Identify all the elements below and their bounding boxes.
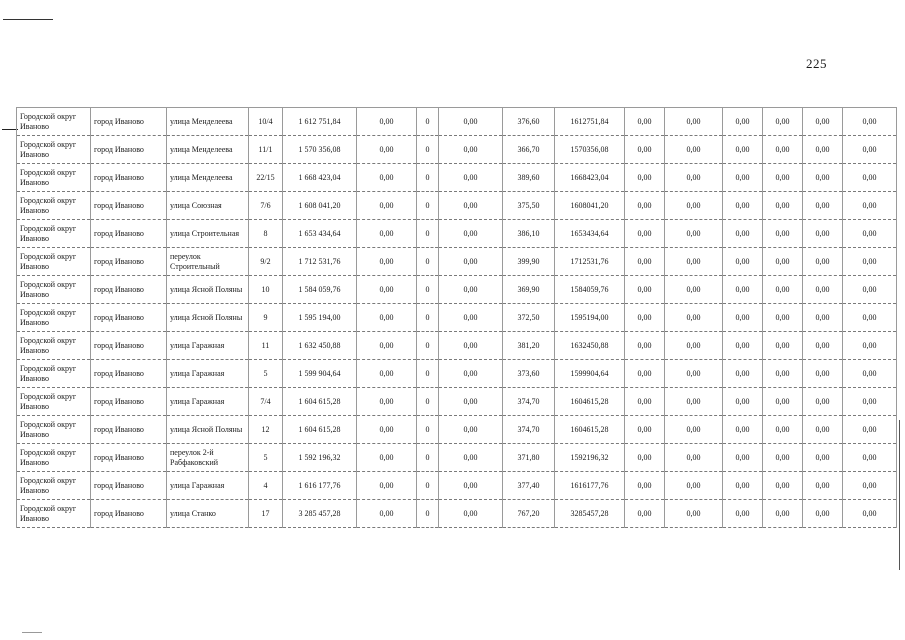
- area-cell: 373,60: [503, 360, 555, 388]
- area-cell: 399,90: [503, 248, 555, 276]
- value-cell: 0,00: [803, 304, 843, 332]
- value-cell: 0,00: [439, 360, 503, 388]
- district-cell: Городской округ Иваново: [17, 220, 91, 248]
- district-cell: Городской округ Иваново: [17, 332, 91, 360]
- value-cell: 0,00: [763, 500, 803, 528]
- value-cell: 0,00: [763, 276, 803, 304]
- value-cell: 0,00: [357, 192, 417, 220]
- street-cell: улица Ясной Поляны: [167, 304, 249, 332]
- street-cell: переулок Строительный: [167, 248, 249, 276]
- value-cell: 0,00: [439, 472, 503, 500]
- value-cell: 0,00: [723, 472, 763, 500]
- street-cell: улица Гаражная: [167, 360, 249, 388]
- city-cell: город Иваново: [91, 108, 167, 136]
- value-cell: 0,00: [357, 332, 417, 360]
- house-number-cell: 17: [249, 500, 283, 528]
- value-cell: 0,00: [665, 388, 723, 416]
- value-cell: 0,00: [843, 192, 897, 220]
- sum-cell: 1604615,28: [555, 388, 625, 416]
- total-cost-cell: 1 632 450,88: [283, 332, 357, 360]
- count-cell: 0: [417, 332, 439, 360]
- value-cell: 0,00: [723, 248, 763, 276]
- value-cell: 0,00: [357, 164, 417, 192]
- value-cell: 0,00: [357, 248, 417, 276]
- value-cell: 0,00: [723, 276, 763, 304]
- value-cell: 0,00: [803, 276, 843, 304]
- street-cell: улица Менделеева: [167, 136, 249, 164]
- street-cell: улица Строительная: [167, 220, 249, 248]
- scan-corner-mark: [3, 19, 53, 20]
- value-cell: 0,00: [665, 360, 723, 388]
- value-cell: 0,00: [723, 220, 763, 248]
- value-cell: 0,00: [843, 220, 897, 248]
- value-cell: 0,00: [763, 304, 803, 332]
- sum-cell: 1570356,08: [555, 136, 625, 164]
- value-cell: 0,00: [763, 248, 803, 276]
- sum-cell: 1595194,00: [555, 304, 625, 332]
- district-cell: Городской округ Иваново: [17, 192, 91, 220]
- value-cell: 0,00: [843, 164, 897, 192]
- total-cost-cell: 1 584 059,76: [283, 276, 357, 304]
- house-number-cell: 10/4: [249, 108, 283, 136]
- table-row: [17, 332, 897, 360]
- value-cell: 0,00: [803, 360, 843, 388]
- value-cell: 0,00: [625, 108, 665, 136]
- value-cell: 0,00: [803, 164, 843, 192]
- total-cost-cell: 1 712 531,76: [283, 248, 357, 276]
- city-cell: город Иваново: [91, 220, 167, 248]
- value-cell: 0,00: [439, 388, 503, 416]
- value-cell: 0,00: [763, 220, 803, 248]
- value-cell: 0,00: [439, 444, 503, 472]
- value-cell: 0,00: [357, 444, 417, 472]
- district-cell: Городской округ Иваново: [17, 136, 91, 164]
- value-cell: 0,00: [803, 416, 843, 444]
- value-cell: 0,00: [843, 416, 897, 444]
- count-cell: 0: [417, 164, 439, 192]
- count-cell: 0: [417, 248, 439, 276]
- value-cell: 0,00: [357, 500, 417, 528]
- value-cell: 0,00: [665, 248, 723, 276]
- value-cell: 0,00: [763, 108, 803, 136]
- value-cell: 0,00: [723, 360, 763, 388]
- value-cell: 0,00: [843, 108, 897, 136]
- value-cell: 0,00: [763, 472, 803, 500]
- value-cell: 0,00: [803, 444, 843, 472]
- sum-cell: 3285457,28: [555, 500, 625, 528]
- sum-cell: 1592196,32: [555, 444, 625, 472]
- total-cost-cell: 1 595 194,00: [283, 304, 357, 332]
- total-cost-cell: 1 616 177,76: [283, 472, 357, 500]
- total-cost-cell: 1 570 356,08: [283, 136, 357, 164]
- value-cell: 0,00: [723, 136, 763, 164]
- district-cell: Городской округ Иваново: [17, 108, 91, 136]
- value-cell: 0,00: [357, 304, 417, 332]
- district-cell: Городской округ Иваново: [17, 360, 91, 388]
- sum-cell: 1604615,28: [555, 416, 625, 444]
- house-number-cell: 12: [249, 416, 283, 444]
- value-cell: 0,00: [723, 108, 763, 136]
- count-cell: 0: [417, 304, 439, 332]
- city-cell: город Иваново: [91, 472, 167, 500]
- value-cell: 0,00: [763, 136, 803, 164]
- city-cell: город Иваново: [91, 444, 167, 472]
- value-cell: 0,00: [625, 500, 665, 528]
- count-cell: 0: [417, 192, 439, 220]
- city-cell: город Иваново: [91, 192, 167, 220]
- table-row: [17, 472, 897, 500]
- area-cell: 375,50: [503, 192, 555, 220]
- value-cell: 0,00: [763, 388, 803, 416]
- scan-bottom-mark: [22, 632, 42, 633]
- count-cell: 0: [417, 416, 439, 444]
- table-row: [17, 360, 897, 388]
- value-cell: 0,00: [439, 220, 503, 248]
- house-number-cell: 5: [249, 444, 283, 472]
- value-cell: 0,00: [843, 500, 897, 528]
- value-cell: 0,00: [439, 164, 503, 192]
- total-cost-cell: 1 612 751,84: [283, 108, 357, 136]
- value-cell: 0,00: [439, 332, 503, 360]
- house-number-cell: 8: [249, 220, 283, 248]
- city-cell: город Иваново: [91, 332, 167, 360]
- area-cell: 372,50: [503, 304, 555, 332]
- value-cell: 0,00: [439, 248, 503, 276]
- value-cell: 0,00: [625, 332, 665, 360]
- value-cell: 0,00: [439, 276, 503, 304]
- value-cell: 0,00: [843, 248, 897, 276]
- house-number-cell: 9/2: [249, 248, 283, 276]
- house-number-cell: 11/1: [249, 136, 283, 164]
- value-cell: 0,00: [763, 164, 803, 192]
- table-row: [17, 136, 897, 164]
- value-cell: 0,00: [357, 472, 417, 500]
- value-cell: 0,00: [665, 332, 723, 360]
- value-cell: 0,00: [843, 388, 897, 416]
- house-number-cell: 11: [249, 332, 283, 360]
- district-cell: Городской округ Иваново: [17, 276, 91, 304]
- value-cell: 0,00: [357, 108, 417, 136]
- value-cell: 0,00: [625, 136, 665, 164]
- value-cell: 0,00: [803, 136, 843, 164]
- value-cell: 0,00: [625, 388, 665, 416]
- street-cell: улица Станко: [167, 500, 249, 528]
- value-cell: 0,00: [723, 416, 763, 444]
- value-cell: 0,00: [723, 388, 763, 416]
- value-cell: 0,00: [763, 332, 803, 360]
- district-cell: Городской округ Иваново: [17, 164, 91, 192]
- city-cell: город Иваново: [91, 416, 167, 444]
- value-cell: 0,00: [665, 304, 723, 332]
- value-cell: 0,00: [763, 192, 803, 220]
- table-row: [17, 164, 897, 192]
- value-cell: 0,00: [625, 276, 665, 304]
- value-cell: 0,00: [723, 444, 763, 472]
- area-cell: 386,10: [503, 220, 555, 248]
- value-cell: 0,00: [439, 304, 503, 332]
- value-cell: 0,00: [803, 472, 843, 500]
- value-cell: 0,00: [665, 136, 723, 164]
- district-cell: Городской округ Иваново: [17, 248, 91, 276]
- value-cell: 0,00: [357, 416, 417, 444]
- value-cell: 0,00: [665, 276, 723, 304]
- value-cell: 0,00: [625, 444, 665, 472]
- total-cost-cell: 1 604 615,28: [283, 416, 357, 444]
- table-row: [17, 192, 897, 220]
- city-cell: город Иваново: [91, 276, 167, 304]
- value-cell: 0,00: [763, 444, 803, 472]
- sum-cell: 1668423,04: [555, 164, 625, 192]
- street-cell: улица Гаражная: [167, 332, 249, 360]
- district-cell: Городской округ Иваново: [17, 304, 91, 332]
- total-cost-cell: 1 608 041,20: [283, 192, 357, 220]
- area-cell: 767,20: [503, 500, 555, 528]
- page-number: 225: [806, 56, 827, 71]
- house-number-cell: 5: [249, 360, 283, 388]
- value-cell: 0,00: [843, 444, 897, 472]
- area-cell: 376,60: [503, 108, 555, 136]
- street-cell: улица Менделеева: [167, 164, 249, 192]
- city-cell: город Иваново: [91, 248, 167, 276]
- table-row: [17, 304, 897, 332]
- value-cell: 0,00: [843, 360, 897, 388]
- total-cost-cell: 1 668 423,04: [283, 164, 357, 192]
- table-row: [17, 444, 897, 472]
- street-cell: улица Гаражная: [167, 388, 249, 416]
- house-number-cell: 9: [249, 304, 283, 332]
- value-cell: 0,00: [625, 472, 665, 500]
- value-cell: 0,00: [625, 360, 665, 388]
- table-row: [17, 220, 897, 248]
- total-cost-cell: 1 599 904,64: [283, 360, 357, 388]
- street-cell: переулок 2-й Рабфаковский: [167, 444, 249, 472]
- total-cost-cell: 1 592 196,32: [283, 444, 357, 472]
- table-row: [17, 500, 897, 528]
- area-cell: 374,70: [503, 388, 555, 416]
- table-row: [17, 108, 897, 136]
- sum-cell: 1712531,76: [555, 248, 625, 276]
- value-cell: 0,00: [803, 248, 843, 276]
- street-cell: улица Менделеева: [167, 108, 249, 136]
- value-cell: 0,00: [665, 192, 723, 220]
- sum-cell: 1616177,76: [555, 472, 625, 500]
- house-number-cell: 7/4: [249, 388, 283, 416]
- total-cost-cell: 3 285 457,28: [283, 500, 357, 528]
- street-cell: улица Ясной Поляны: [167, 276, 249, 304]
- district-cell: Городской округ Иваново: [17, 444, 91, 472]
- value-cell: 0,00: [803, 388, 843, 416]
- area-cell: 377,40: [503, 472, 555, 500]
- house-number-cell: 10: [249, 276, 283, 304]
- value-cell: 0,00: [803, 500, 843, 528]
- value-cell: 0,00: [625, 192, 665, 220]
- value-cell: 0,00: [665, 164, 723, 192]
- street-cell: улица Союзная: [167, 192, 249, 220]
- sum-cell: 1608041,20: [555, 192, 625, 220]
- area-cell: 374,70: [503, 416, 555, 444]
- table-row: [17, 416, 897, 444]
- value-cell: 0,00: [843, 472, 897, 500]
- table-row: [17, 388, 897, 416]
- district-cell: Городской округ Иваново: [17, 388, 91, 416]
- value-cell: 0,00: [843, 332, 897, 360]
- district-cell: Городской округ Иваново: [17, 416, 91, 444]
- area-cell: 371,80: [503, 444, 555, 472]
- value-cell: 0,00: [625, 304, 665, 332]
- scan-edge-line: [899, 420, 900, 570]
- area-cell: 366,70: [503, 136, 555, 164]
- count-cell: 0: [417, 220, 439, 248]
- value-cell: 0,00: [763, 416, 803, 444]
- value-cell: 0,00: [665, 108, 723, 136]
- value-cell: 0,00: [665, 220, 723, 248]
- city-cell: город Иваново: [91, 136, 167, 164]
- value-cell: 0,00: [357, 360, 417, 388]
- value-cell: 0,00: [843, 276, 897, 304]
- sum-cell: 1632450,88: [555, 332, 625, 360]
- sum-cell: 1612751,84: [555, 108, 625, 136]
- value-cell: 0,00: [439, 416, 503, 444]
- value-cell: 0,00: [665, 444, 723, 472]
- count-cell: 0: [417, 108, 439, 136]
- value-cell: 0,00: [723, 304, 763, 332]
- count-cell: 0: [417, 444, 439, 472]
- sum-cell: 1599904,64: [555, 360, 625, 388]
- value-cell: 0,00: [803, 332, 843, 360]
- count-cell: 0: [417, 500, 439, 528]
- street-cell: улица Гаражная: [167, 472, 249, 500]
- table-row: [17, 248, 897, 276]
- value-cell: 0,00: [625, 416, 665, 444]
- value-cell: 0,00: [843, 136, 897, 164]
- value-cell: 0,00: [439, 108, 503, 136]
- housing-registry-table: [16, 107, 897, 528]
- city-cell: город Иваново: [91, 360, 167, 388]
- street-cell: улица Ясной Поляны: [167, 416, 249, 444]
- value-cell: 0,00: [803, 220, 843, 248]
- house-number-cell: 22/15: [249, 164, 283, 192]
- value-cell: 0,00: [843, 304, 897, 332]
- value-cell: 0,00: [439, 136, 503, 164]
- value-cell: 0,00: [723, 192, 763, 220]
- city-cell: город Иваново: [91, 388, 167, 416]
- value-cell: 0,00: [357, 136, 417, 164]
- total-cost-cell: 1 604 615,28: [283, 388, 357, 416]
- city-cell: город Иваново: [91, 500, 167, 528]
- area-cell: 381,20: [503, 332, 555, 360]
- value-cell: 0,00: [439, 500, 503, 528]
- value-cell: 0,00: [803, 108, 843, 136]
- value-cell: 0,00: [665, 472, 723, 500]
- registry-rows: [17, 108, 897, 528]
- count-cell: 0: [417, 360, 439, 388]
- count-cell: 0: [417, 388, 439, 416]
- value-cell: 0,00: [665, 500, 723, 528]
- value-cell: 0,00: [723, 164, 763, 192]
- value-cell: 0,00: [357, 276, 417, 304]
- house-number-cell: 7/6: [249, 192, 283, 220]
- value-cell: 0,00: [439, 192, 503, 220]
- value-cell: 0,00: [803, 192, 843, 220]
- table-row: [17, 276, 897, 304]
- value-cell: 0,00: [625, 164, 665, 192]
- district-cell: Городской округ Иваново: [17, 472, 91, 500]
- value-cell: 0,00: [357, 388, 417, 416]
- value-cell: 0,00: [625, 248, 665, 276]
- house-number-cell: 4: [249, 472, 283, 500]
- city-cell: город Иваново: [91, 304, 167, 332]
- count-cell: 0: [417, 136, 439, 164]
- count-cell: 0: [417, 276, 439, 304]
- value-cell: 0,00: [723, 332, 763, 360]
- value-cell: 0,00: [625, 220, 665, 248]
- area-cell: 389,60: [503, 164, 555, 192]
- value-cell: 0,00: [723, 500, 763, 528]
- city-cell: город Иваново: [91, 164, 167, 192]
- district-cell: Городской округ Иваново: [17, 500, 91, 528]
- total-cost-cell: 1 653 434,64: [283, 220, 357, 248]
- sum-cell: 1584059,76: [555, 276, 625, 304]
- value-cell: 0,00: [357, 220, 417, 248]
- area-cell: 369,90: [503, 276, 555, 304]
- value-cell: 0,00: [665, 416, 723, 444]
- value-cell: 0,00: [763, 360, 803, 388]
- count-cell: 0: [417, 472, 439, 500]
- sum-cell: 1653434,64: [555, 220, 625, 248]
